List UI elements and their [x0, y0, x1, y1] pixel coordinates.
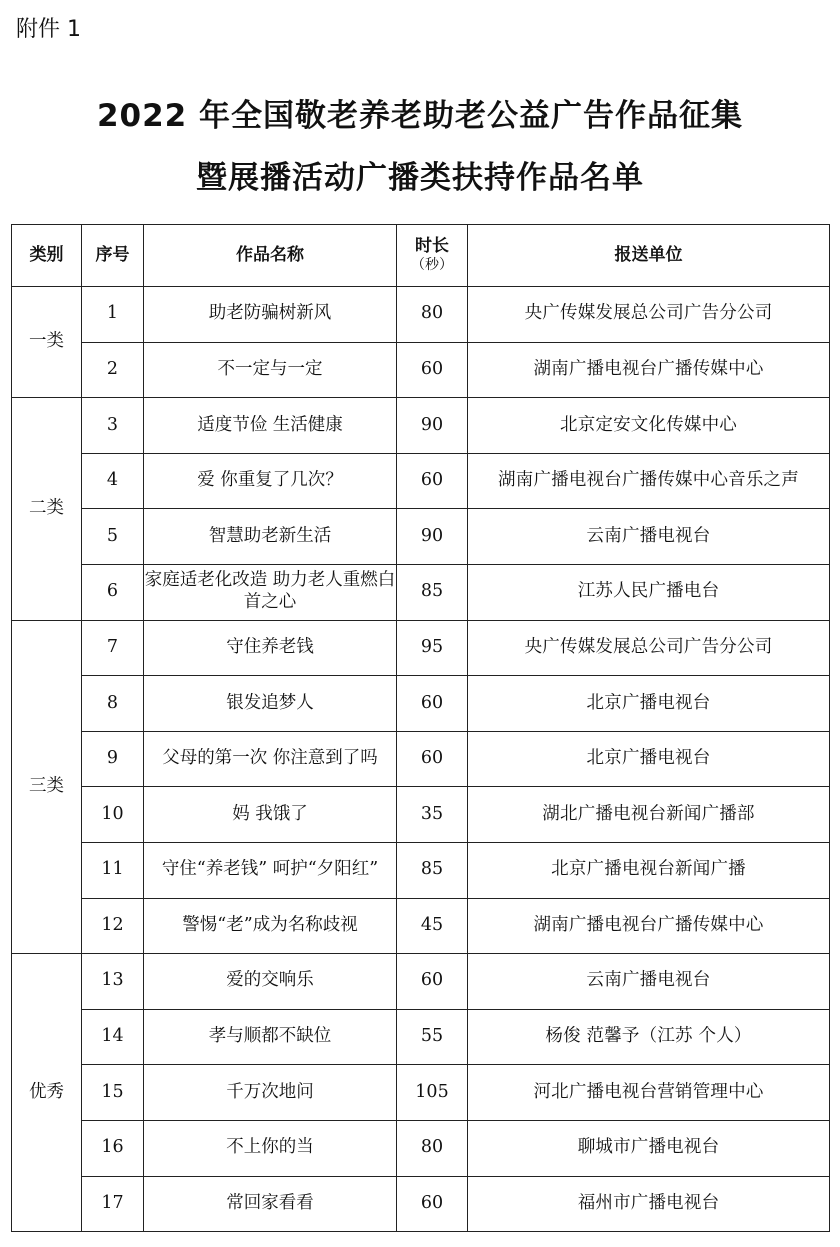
duration-cell: 95	[397, 620, 468, 676]
header-org: 报送单位	[468, 225, 830, 287]
seq-cell: 7	[82, 620, 144, 676]
org-cell: 云南广播电视台	[468, 954, 830, 1010]
seq-cell: 11	[82, 842, 144, 898]
name-cell: 守住“养老钱” 呵护“夕阳红”	[144, 842, 397, 898]
name-cell: 银发追梦人	[144, 676, 397, 732]
table-row	[12, 842, 830, 898]
seq-cell: 2	[82, 342, 144, 398]
seq-cell: 9	[82, 731, 144, 787]
seq-cell: 17	[82, 1176, 144, 1232]
name-cell: 助老防骗树新风	[144, 287, 397, 343]
name-cell: 警惕“老”成为名称歧视	[144, 898, 397, 954]
name-cell: 父母的第一次 你注意到了吗	[144, 731, 397, 787]
name-cell: 不一定与一定	[144, 342, 397, 398]
name-cell: 妈 我饿了	[144, 787, 397, 843]
category-cell: 一类	[12, 287, 82, 398]
duration-cell: 85	[397, 564, 468, 620]
duration-cell: 60	[397, 453, 468, 509]
table-row	[12, 898, 830, 954]
attachment-label: 附件 1	[16, 17, 81, 42]
org-cell: 杨俊 范馨予（江苏 个人）	[468, 1009, 830, 1065]
name-cell: 常回家看看	[144, 1176, 397, 1232]
org-cell: 湖南广播电视台广播传媒中心	[468, 342, 830, 398]
duration-cell: 60	[397, 731, 468, 787]
table-row	[12, 620, 830, 676]
name-cell: 智慧助老新生活	[144, 509, 397, 565]
seq-cell: 15	[82, 1065, 144, 1121]
category-cell: 优秀	[12, 954, 82, 1232]
table-row	[12, 1009, 830, 1065]
table-body	[12, 287, 830, 1232]
duration-cell: 35	[397, 787, 468, 843]
seq-cell: 13	[82, 954, 144, 1010]
seq-cell: 16	[82, 1120, 144, 1176]
header-name: 作品名称	[144, 225, 397, 287]
name-cell: 千万次地问	[144, 1065, 397, 1121]
name-cell: 孝与顺都不缺位	[144, 1009, 397, 1065]
header-category: 类别	[12, 225, 82, 287]
name-cell: 守住养老钱	[144, 620, 397, 676]
org-cell: 湖北广播电视台新闻广播部	[468, 787, 830, 843]
org-cell: 湖南广播电视台广播传媒中心音乐之声	[468, 453, 830, 509]
table-row	[12, 787, 830, 843]
org-cell: 北京定安文化传媒中心	[468, 398, 830, 454]
duration-cell: 60	[397, 1176, 468, 1232]
table-row	[12, 1176, 830, 1232]
seq-cell: 6	[82, 564, 144, 620]
duration-cell: 90	[397, 509, 468, 565]
seq-cell: 5	[82, 509, 144, 565]
table-header	[12, 225, 830, 287]
table-row	[12, 676, 830, 732]
table-row	[12, 1120, 830, 1176]
org-cell: 福州市广播电视台	[468, 1176, 830, 1232]
duration-cell: 60	[397, 954, 468, 1010]
name-cell: 爱的交响乐	[144, 954, 397, 1010]
duration-cell: 80	[397, 287, 468, 343]
header-seq: 序号	[82, 225, 144, 287]
duration-cell: 90	[397, 398, 468, 454]
table-row	[12, 731, 830, 787]
org-cell: 云南广播电视台	[468, 509, 830, 565]
duration-cell: 85	[397, 842, 468, 898]
seq-cell: 3	[82, 398, 144, 454]
seq-cell: 12	[82, 898, 144, 954]
seq-cell: 8	[82, 676, 144, 732]
seq-cell: 1	[82, 287, 144, 343]
duration-cell: 55	[397, 1009, 468, 1065]
header-row	[12, 225, 830, 287]
table-row	[12, 509, 830, 565]
org-cell: 河北广播电视台营销管理中心	[468, 1065, 830, 1121]
org-cell: 江苏人民广播电台	[468, 564, 830, 620]
header-duration-label: 时长	[415, 236, 449, 257]
seq-cell: 14	[82, 1009, 144, 1065]
seq-cell: 4	[82, 453, 144, 509]
table-row	[12, 453, 830, 509]
org-cell: 北京广播电视台	[468, 731, 830, 787]
org-cell: 湖南广播电视台广播传媒中心	[468, 898, 830, 954]
org-cell: 北京广播电视台新闻广播	[468, 842, 830, 898]
table-row	[12, 287, 830, 343]
table-row	[12, 954, 830, 1010]
category-cell: 二类	[12, 398, 82, 620]
duration-cell: 45	[397, 898, 468, 954]
duration-cell: 80	[397, 1120, 468, 1176]
table-row	[12, 398, 830, 454]
org-cell: 北京广播电视台	[468, 676, 830, 732]
category-cell: 三类	[12, 620, 82, 954]
name-cell: 家庭适老化改造 助力老人重燃白首之心	[144, 564, 397, 620]
document-title-line-1: 2022 年全国敬老养老助老公益广告作品征集	[96, 98, 744, 134]
duration-cell: 105	[397, 1065, 468, 1121]
duration-cell: 60	[397, 342, 468, 398]
org-cell: 央广传媒发展总公司广告分公司	[468, 620, 830, 676]
header-duration	[397, 225, 468, 287]
name-cell: 适度节俭 生活健康	[144, 398, 397, 454]
document-title-line-2: 暨展播活动广播类扶持作品名单	[196, 160, 644, 196]
org-cell: 央广传媒发展总公司广告分公司	[468, 287, 830, 343]
table-row	[12, 564, 830, 620]
table-row	[12, 1065, 830, 1121]
duration-cell: 60	[397, 676, 468, 732]
name-cell: 不上你的当	[144, 1120, 397, 1176]
header-duration-unit: （秒）	[411, 257, 453, 274]
name-cell: 爱 你重复了几次？	[144, 453, 397, 509]
seq-cell: 10	[82, 787, 144, 843]
works-table	[11, 224, 830, 1232]
org-cell: 聊城市广播电视台	[468, 1120, 830, 1176]
table-row	[12, 342, 830, 398]
